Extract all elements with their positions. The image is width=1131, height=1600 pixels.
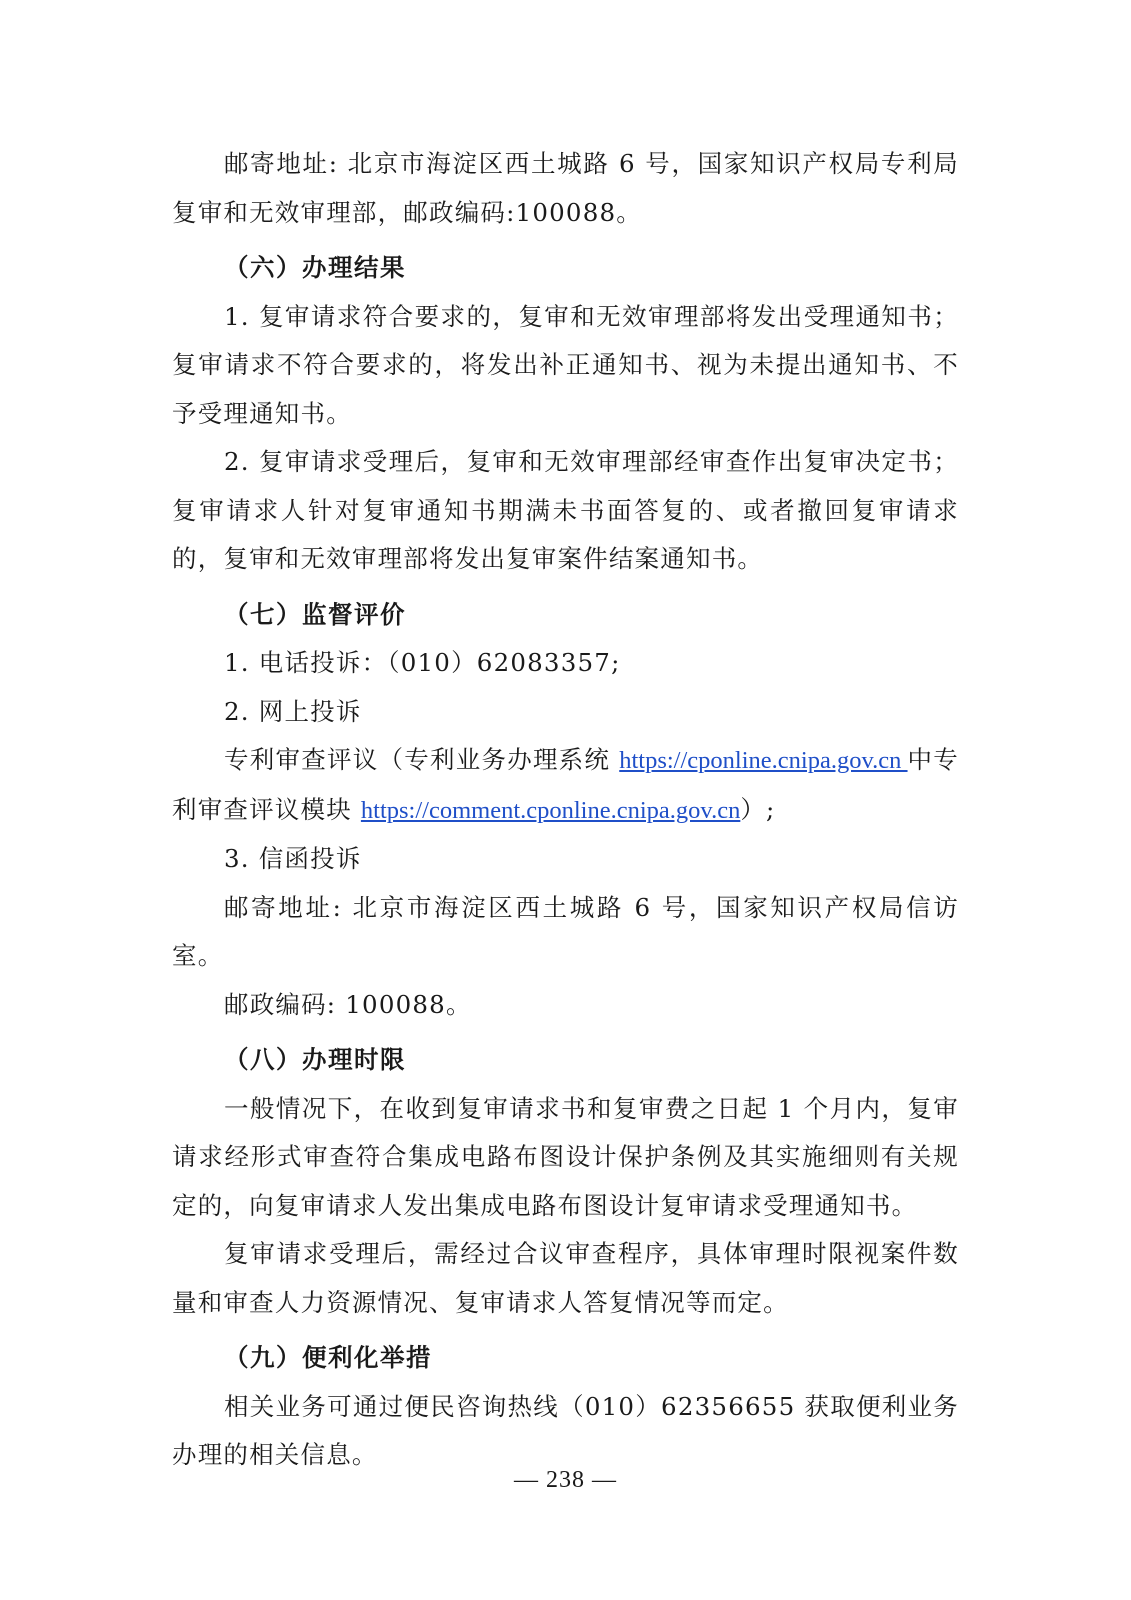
supervision-letter-complaint: 3. 信函投诉 [224,844,362,873]
results-item-2: 2. 复审请求受理后，复审和无效审理部经审查作出复审决定书；复审请求人针对复审通知书期满未书面答复的、或者撤回复审请求的，复审和无效审理部将发出复审案件结案通知书。 [172,447,959,573]
section-heading-results: （六）办理结果 [224,253,406,282]
section-heading-supervision: （七）监督评价 [224,599,406,629]
document-body [172,140,959,1480]
results-item-1: 1. 复审请求符合要求的，复审和无效审理部将发出受理通知书；复审请求不符合要求的，将发出补正通知书、视为未提出通知书、不予受理通知书。 [172,301,959,428]
supervision-online-complaint: 2. 网上投诉 [224,696,362,726]
letter-complaint-postcode: 邮政编码: 100088。 [224,989,472,1019]
section-heading-convenience: （九）便利化举措 [224,1343,432,1372]
letter-complaint-address: 邮寄地址: 北京市海淀区西土城路 6 号，国家知识产权局信访室。 [172,892,959,970]
cponline-link[interactable]: https://cponline.cnipa.gov.cn [619,747,908,774]
section-heading-time-limit: （八）办理时限 [224,1045,406,1074]
time-limit-paragraph-2: 复审请求受理后，需经过合议审查程序，具体审理时限视案件数量和审查人力资源情况、复审请求人答复情况等而定。 [172,1239,959,1317]
online-complaint-paragraph [172,736,959,835]
online-middle-text: 中专利审查评议模块 [172,745,959,824]
page-number: — 238 — [514,1467,617,1493]
online-prefix-text: 专利审查评议（专利业务办理系统 [224,745,620,774]
convenience-paragraph: 相关业务可通过便民咨询热线（010）62356655 获取便利业务办理的相关信息。 [172,1391,959,1469]
comment-cponline-link[interactable]: https://comment.cponline.cnipa.gov.cn [360,796,741,824]
online-suffix-text: ）; [740,794,776,824]
supervision-phone-complaint: 1. 电话投诉：（010）62083357; [224,648,621,677]
time-limit-paragraph-1: 一般情况下，在收到复审请求书和复审费之日起 1 个月内，复审请求经形式审查符合集成电路布图设计保护条例及其实施细则有关规定的，向复审请求人发出集成电路布图设计复审请求受理通知书。 [172,1093,959,1220]
mailing-address-paragraph: 邮寄地址: 北京市海淀区西土城路 6 号，国家知识产权局专利局复审和无效审理部，邮政编码:100088。 [172,149,959,227]
